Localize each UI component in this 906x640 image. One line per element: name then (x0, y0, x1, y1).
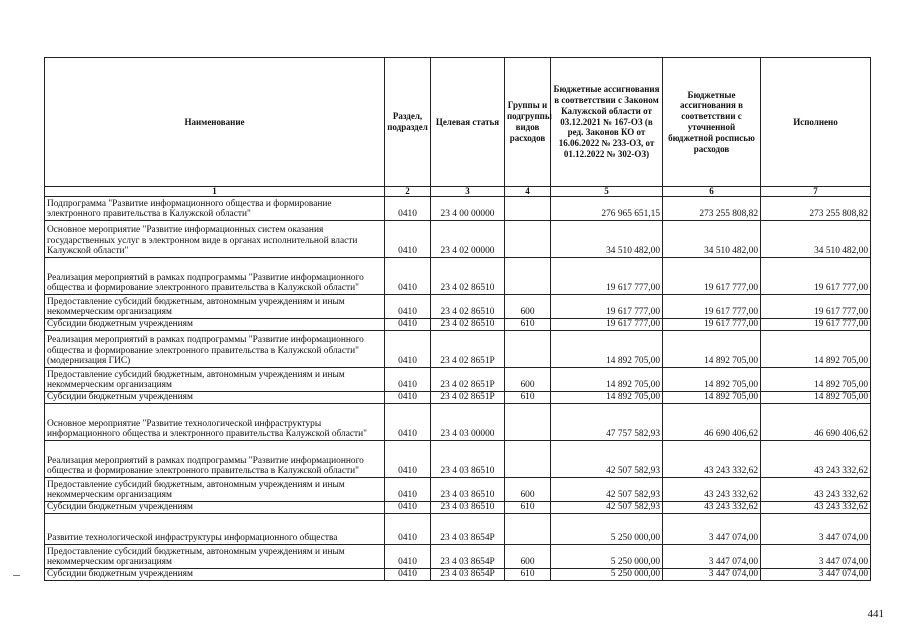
header-section: Раздел, подраздел (385, 58, 431, 187)
row-law-amount: 276 965 651,15 (551, 197, 663, 221)
row-executed-amount: 34 510 482,00 (761, 221, 871, 258)
row-section: 0410 (385, 258, 431, 295)
row-group: 600 (505, 545, 551, 569)
row-group (505, 441, 551, 478)
header-groups: Группы и подгруппы видов расходов (505, 58, 551, 187)
column-number: 2 (385, 187, 431, 197)
scan-mark (13, 575, 20, 576)
row-refined-amount: 3 447 074,00 (663, 514, 761, 545)
row-executed-amount: 43 243 332,62 (761, 441, 871, 478)
row-name: Основное мероприятие "Развитие информационных систем оказания государственных услуг в электронном виде в органах исполнительной власти Калужской области" (45, 221, 385, 258)
row-group: 610 (505, 569, 551, 581)
row-refined-amount: 3 447 074,00 (663, 569, 761, 581)
row-name: Предоставление субсидий бюджетным, автономным учреждениям и иным некоммерческим организациям (45, 368, 385, 392)
row-law-amount: 14 892 705,00 (551, 331, 663, 368)
row-law-amount: 5 250 000,00 (551, 545, 663, 569)
row-law-amount: 19 617 777,00 (551, 295, 663, 319)
row-name: Реализация мероприятий в рамках подпрограммы "Развитие информационного общества и формирование электронного правительства в Калужской области" (45, 441, 385, 478)
header-executed: Исполнено (761, 58, 871, 187)
row-name: Реализация мероприятий в рамках подпрограммы "Развитие информационного общества и формирование электронного правительства в Калужской области" (45, 258, 385, 295)
row-refined-amount: 19 617 777,00 (663, 258, 761, 295)
page-number: 441 (867, 608, 884, 620)
row-group: 610 (505, 319, 551, 331)
table-row (45, 319, 871, 331)
row-target: 23 4 02 00000 (431, 221, 505, 258)
row-group (505, 221, 551, 258)
row-target: 23 4 03 8654Р (431, 569, 505, 581)
budget-table (44, 57, 871, 581)
row-law-amount: 42 507 582,93 (551, 441, 663, 478)
table-row (45, 258, 871, 295)
row-target: 23 4 02 8651Р (431, 331, 505, 368)
column-number: 1 (45, 187, 385, 197)
row-refined-amount: 14 892 705,00 (663, 392, 761, 404)
row-name: Предоставление субсидий бюджетным, автономным учреждениям и иным некоммерческим организациям (45, 295, 385, 319)
row-group (505, 404, 551, 441)
row-name: Основное мероприятие "Развитие технологической инфраструктуры информационного общества и электронного правительства Калужской области" (45, 404, 385, 441)
row-target: 23 4 02 8651Р (431, 392, 505, 404)
row-name: Подпрограмма "Развитие информационного общества и формирование электронного правительства в Калужской области" (45, 197, 385, 221)
row-group (505, 514, 551, 545)
row-refined-amount: 3 447 074,00 (663, 545, 761, 569)
row-refined-amount: 46 690 406,62 (663, 404, 761, 441)
row-executed-amount: 43 243 332,62 (761, 502, 871, 514)
row-name: Субсидии бюджетным учреждениям (45, 569, 385, 581)
row-group: 600 (505, 368, 551, 392)
row-executed-amount: 3 447 074,00 (761, 569, 871, 581)
table-row (45, 392, 871, 404)
row-target: 23 4 03 86510 (431, 441, 505, 478)
column-number-row (45, 187, 871, 197)
row-executed-amount: 43 243 332,62 (761, 478, 871, 502)
row-target: 23 4 02 86510 (431, 295, 505, 319)
row-section: 0410 (385, 221, 431, 258)
row-law-amount: 14 892 705,00 (551, 392, 663, 404)
column-number: 7 (761, 187, 871, 197)
row-executed-amount: 273 255 808,82 (761, 197, 871, 221)
row-executed-amount: 14 892 705,00 (761, 368, 871, 392)
row-executed-amount: 3 447 074,00 (761, 545, 871, 569)
row-name: Предоставление субсидий бюджетным, автономным учреждениям и иным некоммерческим организациям (45, 545, 385, 569)
row-section: 0410 (385, 502, 431, 514)
row-law-amount: 5 250 000,00 (551, 569, 663, 581)
row-target: 23 4 02 86510 (431, 258, 505, 295)
row-group (505, 331, 551, 368)
row-section: 0410 (385, 319, 431, 331)
row-law-amount: 47 757 582,93 (551, 404, 663, 441)
row-target: 23 4 02 8651Р (431, 368, 505, 392)
row-executed-amount: 14 892 705,00 (761, 392, 871, 404)
table-row (45, 197, 871, 221)
row-target: 23 4 03 8654Р (431, 514, 505, 545)
row-executed-amount: 46 690 406,62 (761, 404, 871, 441)
row-refined-amount: 273 255 808,82 (663, 197, 761, 221)
row-law-amount: 19 617 777,00 (551, 258, 663, 295)
row-law-amount: 5 250 000,00 (551, 514, 663, 545)
row-section: 0410 (385, 514, 431, 545)
row-section: 0410 (385, 368, 431, 392)
row-executed-amount: 3 447 074,00 (761, 514, 871, 545)
row-executed-amount: 19 617 777,00 (761, 319, 871, 331)
table-row (45, 368, 871, 392)
row-target: 23 4 00 00000 (431, 197, 505, 221)
table-row (45, 295, 871, 319)
row-section: 0410 (385, 441, 431, 478)
table-row (45, 569, 871, 581)
row-executed-amount: 14 892 705,00 (761, 331, 871, 368)
row-refined-amount: 14 892 705,00 (663, 368, 761, 392)
row-executed-amount: 19 617 777,00 (761, 258, 871, 295)
row-section: 0410 (385, 392, 431, 404)
column-number: 6 (663, 187, 761, 197)
row-group: 600 (505, 295, 551, 319)
row-group: 610 (505, 502, 551, 514)
column-number: 4 (505, 187, 551, 197)
row-law-amount: 42 507 582,93 (551, 478, 663, 502)
row-refined-amount: 14 892 705,00 (663, 331, 761, 368)
row-section: 0410 (385, 545, 431, 569)
row-refined-amount: 19 617 777,00 (663, 295, 761, 319)
row-name: Развитие технологической инфраструктуры информационного общества (45, 514, 385, 545)
table-row (45, 545, 871, 569)
row-group (505, 258, 551, 295)
row-name: Реализация мероприятий в рамках подпрограммы "Развитие информационного общества и формирование электронного правительства в Калужской области" (модернизация ГИС) (45, 331, 385, 368)
row-group: 600 (505, 478, 551, 502)
header-refined: Бюджетные ассигнования в соответствии с уточненной бюджетной росписью расходов (663, 58, 761, 187)
row-target: 23 4 03 86510 (431, 502, 505, 514)
row-group: 610 (505, 392, 551, 404)
row-section: 0410 (385, 197, 431, 221)
table-row (45, 478, 871, 502)
row-target: 23 4 03 8654Р (431, 545, 505, 569)
row-refined-amount: 43 243 332,62 (663, 441, 761, 478)
row-executed-amount: 19 617 777,00 (761, 295, 871, 319)
row-refined-amount: 43 243 332,62 (663, 502, 761, 514)
table-row (45, 441, 871, 478)
table-row (45, 221, 871, 258)
column-number: 5 (551, 187, 663, 197)
row-section: 0410 (385, 331, 431, 368)
table-row (45, 404, 871, 441)
row-law-amount: 14 892 705,00 (551, 368, 663, 392)
row-section: 0410 (385, 478, 431, 502)
row-refined-amount: 19 617 777,00 (663, 319, 761, 331)
row-law-amount: 34 510 482,00 (551, 221, 663, 258)
column-number: 3 (431, 187, 505, 197)
row-name: Субсидии бюджетным учреждениям (45, 319, 385, 331)
row-section: 0410 (385, 295, 431, 319)
header-name: Наименование (45, 58, 385, 187)
row-name: Субсидии бюджетным учреждениям (45, 502, 385, 514)
row-target: 23 4 02 86510 (431, 319, 505, 331)
row-section: 0410 (385, 569, 431, 581)
row-law-amount: 19 617 777,00 (551, 319, 663, 331)
row-group (505, 197, 551, 221)
table-row (45, 331, 871, 368)
row-law-amount: 42 507 582,93 (551, 502, 663, 514)
header-law: Бюджетные ассигнования в соответствии с Законом Калужской области от 03.12.2021 № 167-ОЗ (в ред. Законов КО от 16.06.2022 № 233-ОЗ, от 01.12.2022 № 302-ОЗ) (551, 58, 663, 187)
row-section: 0410 (385, 404, 431, 441)
row-target: 23 4 03 86510 (431, 478, 505, 502)
table-row (45, 514, 871, 545)
header-target: Целевая статья (431, 58, 505, 187)
row-target: 23 4 03 00000 (431, 404, 505, 441)
table-row (45, 502, 871, 514)
row-refined-amount: 34 510 482,00 (663, 221, 761, 258)
row-name: Субсидии бюджетным учреждениям (45, 392, 385, 404)
row-refined-amount: 43 243 332,62 (663, 478, 761, 502)
header-row (45, 58, 871, 187)
row-name: Предоставление субсидий бюджетным, автономным учреждениям и иным некоммерческим организациям (45, 478, 385, 502)
